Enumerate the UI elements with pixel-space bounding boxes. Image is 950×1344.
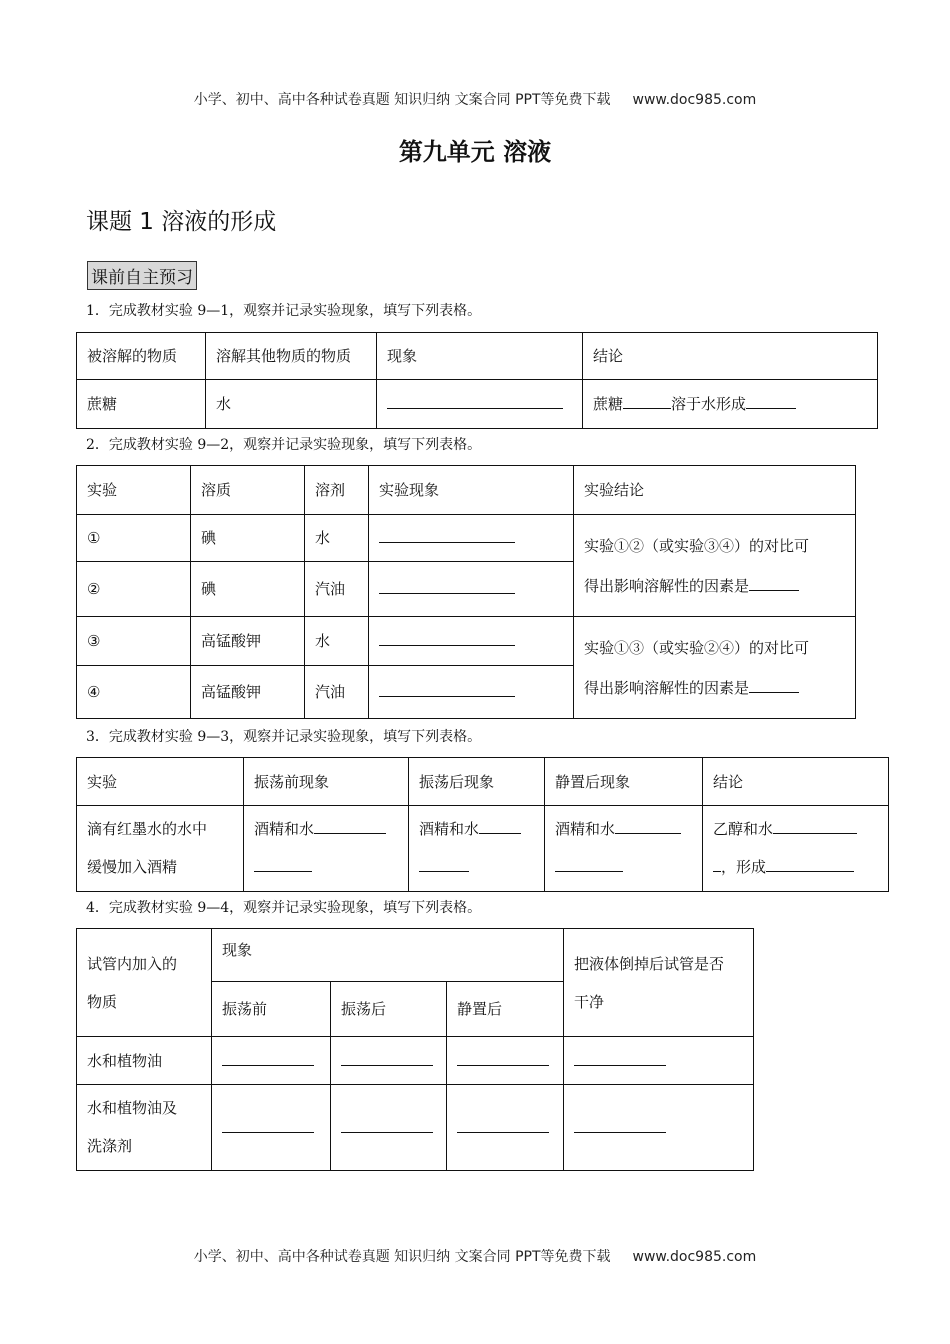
answer-blank[interactable] — [341, 1049, 433, 1066]
answer-cell — [369, 515, 574, 562]
cell-text: 物质 — [87, 992, 118, 1011]
conclusion-cell — [574, 617, 856, 719]
answer-cell — [703, 806, 889, 892]
answer-cell — [331, 1085, 447, 1171]
question-3-prompt: 3．完成教材实验 9—3，观察并记录实验现象，填写下列表格。 — [86, 729, 482, 745]
answer-cell — [212, 1037, 331, 1085]
answer-cell — [564, 1085, 754, 1171]
table-cell: 水 — [206, 380, 377, 429]
table-q1 — [76, 332, 878, 429]
cell-text: 酒精和水 — [419, 820, 480, 838]
table-header: 溶剂 — [305, 466, 369, 515]
answer-cell — [564, 1037, 754, 1085]
answer-blank[interactable] — [379, 577, 515, 594]
answer-blank[interactable] — [314, 817, 386, 834]
header-url[interactable]: www.doc985.com — [632, 92, 757, 108]
table-cell: 蔗糖 — [77, 380, 206, 429]
table-cell: 水和植物油 — [77, 1037, 212, 1085]
answer-blank[interactable] — [341, 1116, 433, 1133]
answer-blank[interactable] — [615, 817, 681, 834]
cell-text: 实验①③（或实验②④）的对比可 — [584, 638, 810, 657]
cell-text: 滴有红墨水的水中 — [87, 820, 208, 838]
cell-text: 酒精和水 — [555, 820, 616, 838]
table-cell: 高锰酸钾 — [191, 617, 305, 666]
table-header: 被溶解的物质 — [77, 333, 206, 380]
cell-text: 缓慢加入酒精 — [87, 858, 178, 876]
answer-cell — [545, 806, 703, 892]
table-cell — [77, 1085, 212, 1171]
table-header: 现象 — [212, 929, 564, 982]
answer-cell — [447, 1085, 564, 1171]
table-cell: 汽油 — [305, 666, 369, 719]
answer-cell — [244, 806, 409, 892]
answer-blank[interactable] — [457, 1116, 549, 1133]
answer-cell — [212, 1085, 331, 1171]
table-q3 — [76, 757, 889, 892]
table-cell — [77, 806, 244, 892]
table-cell: ④ — [77, 666, 191, 719]
answer-blank[interactable] — [574, 1116, 666, 1133]
table-header — [77, 929, 212, 1037]
header-text: 小学、初中、高中各种试卷真题 知识归纳 文案合同 PPT等免费下载 — [193, 92, 611, 108]
answer-blank[interactable] — [419, 855, 469, 872]
answer-blank[interactable] — [379, 526, 515, 543]
question-1-prompt: 1．完成教材实验 9—1，观察并记录实验现象，填写下列表格。 — [86, 303, 482, 319]
cell-text: 酒精和水 — [254, 820, 315, 838]
footer-url[interactable]: www.doc985.com — [632, 1249, 757, 1265]
answer-blank[interactable] — [749, 574, 799, 591]
table-header: 实验 — [77, 758, 244, 806]
table-header: 实验结论 — [574, 466, 856, 515]
table-cell: ② — [77, 562, 191, 617]
answer-cell — [583, 380, 878, 429]
cell-text: 水和植物油及 — [87, 1099, 178, 1117]
cell-text: 试管内加入的 — [87, 954, 178, 973]
table-header: 结论 — [583, 333, 878, 380]
table-header — [564, 929, 754, 1037]
table-cell: 碘 — [191, 515, 305, 562]
section-label: 课前自主预习 — [87, 261, 197, 290]
answer-blank[interactable] — [773, 817, 857, 834]
cell-text: 实验①②（或实验③④）的对比可 — [584, 536, 810, 555]
conclusion-cell — [574, 515, 856, 617]
answer-blank[interactable] — [254, 855, 312, 872]
question-4-prompt: 4．完成教材实验 9—4，观察并记录实验现象，填写下列表格。 — [86, 900, 482, 916]
answer-blank[interactable] — [555, 855, 623, 872]
answer-blank[interactable] — [387, 392, 563, 409]
answer-blank[interactable] — [574, 1049, 666, 1066]
table-header: 实验现象 — [369, 466, 574, 515]
answer-blank[interactable] — [379, 680, 515, 697]
answer-blank[interactable] — [379, 629, 515, 646]
cell-text: 洗涤剂 — [87, 1137, 133, 1155]
table-cell: ① — [77, 515, 191, 562]
answer-cell — [369, 666, 574, 719]
table-header: 溶质 — [191, 466, 305, 515]
answer-blank[interactable] — [222, 1049, 314, 1066]
question-2-prompt: 2．完成教材实验 9—2，观察并记录实验现象，填写下列表格。 — [86, 437, 482, 453]
table-cell: 高锰酸钾 — [191, 666, 305, 719]
page-footer — [0, 1246, 950, 1266]
cell-text: ，形成 — [721, 858, 767, 876]
cell-text: 得出影响溶解性的因素是 — [584, 576, 750, 595]
table-header: 结论 — [703, 758, 889, 806]
table-header: 振荡前 — [212, 982, 331, 1037]
table-header: 静置后现象 — [545, 758, 703, 806]
answer-blank[interactable] — [222, 1116, 314, 1133]
table-cell: 汽油 — [305, 562, 369, 617]
page-header — [0, 89, 950, 109]
table-cell: 水 — [305, 515, 369, 562]
table-header: 振荡前现象 — [244, 758, 409, 806]
table-cell: 水 — [305, 617, 369, 666]
answer-blank[interactable] — [766, 855, 854, 872]
answer-cell — [331, 1037, 447, 1085]
answer-cell — [377, 380, 583, 429]
unit-title: 第九单元 溶液 — [398, 138, 552, 166]
answer-cell — [447, 1037, 564, 1085]
answer-blank[interactable] — [623, 392, 671, 409]
table-header: 振荡后 — [331, 982, 447, 1037]
answer-blank[interactable] — [479, 817, 521, 834]
cell-text: 得出影响溶解性的因素是 — [584, 678, 750, 697]
answer-cell — [369, 617, 574, 666]
table-q2 — [76, 465, 856, 719]
table-header: 振荡后现象 — [409, 758, 545, 806]
table-cell: ③ — [77, 617, 191, 666]
cell-text: 溶于水形成 — [671, 395, 747, 413]
answer-cell — [369, 562, 574, 617]
table-q4 — [76, 928, 754, 1171]
answer-cell — [409, 806, 545, 892]
answer-blank[interactable] — [713, 855, 721, 872]
answer-blank[interactable] — [746, 392, 796, 409]
cell-text: 乙醇和水 — [713, 820, 774, 838]
cell-text: 蔗糖 — [593, 395, 624, 413]
cell-text: 干净 — [574, 992, 605, 1011]
answer-blank[interactable] — [749, 676, 799, 693]
table-header: 溶解其他物质的物质 — [206, 333, 377, 380]
cell-text: 把液体倒掉后试管是否 — [574, 954, 725, 973]
table-header: 现象 — [377, 333, 583, 380]
footer-text: 小学、初中、高中各种试卷真题 知识归纳 文案合同 PPT等免费下载 — [193, 1249, 611, 1265]
answer-blank[interactable] — [457, 1049, 549, 1066]
table-cell: 碘 — [191, 562, 305, 617]
table-header: 实验 — [77, 466, 191, 515]
table-header: 静置后 — [447, 982, 564, 1037]
lesson-title: 课题 1 溶液的形成 — [86, 209, 277, 235]
